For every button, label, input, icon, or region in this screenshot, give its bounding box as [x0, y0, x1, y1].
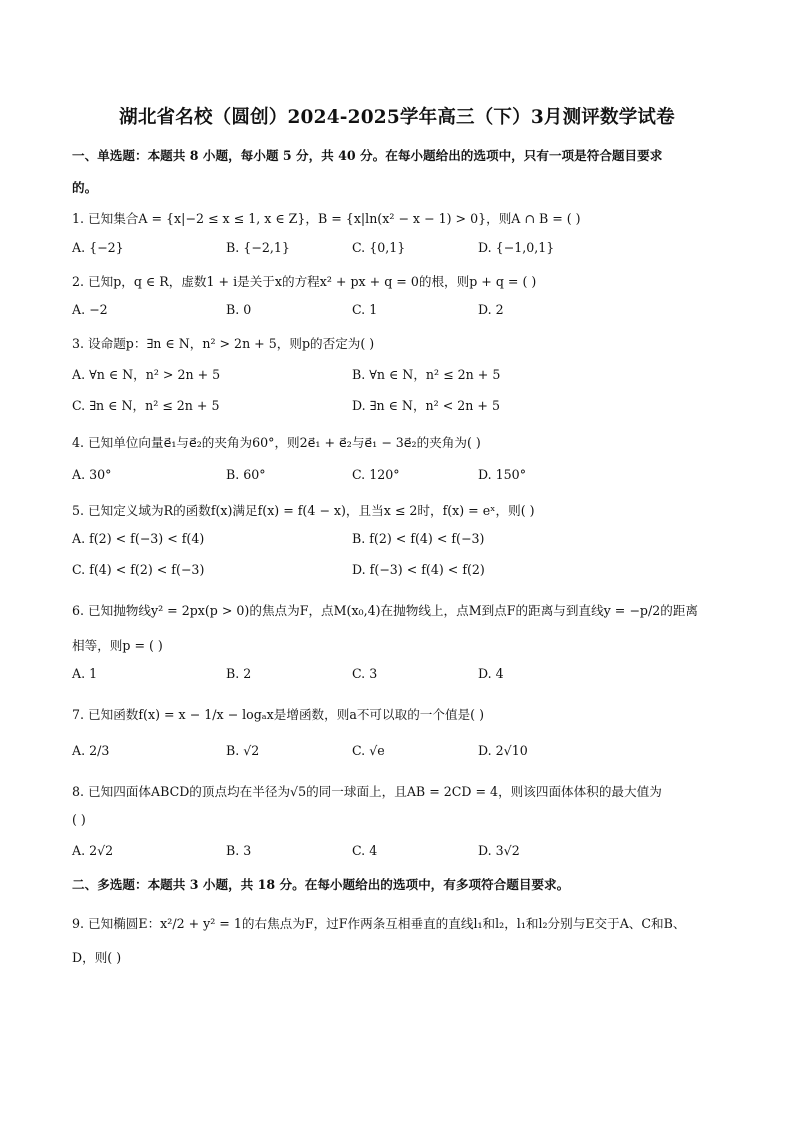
question-5-option-b: B. f(2) < f(4) < f(−3): [352, 531, 485, 546]
question-6-stem-cont: 相等，则p = ( ): [72, 638, 163, 653]
question-2-option-b: B. 0: [226, 302, 252, 317]
question-2-option-d: D. 2: [478, 302, 504, 317]
question-6-option-d: D. 4: [478, 666, 504, 681]
question-4-option-b: B. 60°: [226, 467, 266, 482]
question-3-option-a: A. ∀n ∈ N，n² > 2n + 5: [72, 367, 221, 382]
question-9-stem-cont: D，则( ): [72, 950, 122, 965]
question-1-option-a: A. {−2}: [72, 240, 124, 255]
question-8-option-a: A. 2√2: [72, 843, 114, 858]
question-8-option-d: D. 3√2: [478, 843, 520, 858]
question-7-option-b: B. √2: [226, 743, 260, 758]
question-5-stem: 5. 已知定义域为R的函数f(x)满足f(x) = f(4 − x)，且当x ≤ 2时，f(x) = eˣ，则( ): [72, 503, 535, 518]
question-6-option-a: A. 1: [72, 666, 98, 681]
question-3-option-c: C. ∃n ∈ N，n² ≤ 2n + 5: [72, 398, 220, 413]
question-8-stem-cont: ( ): [72, 812, 86, 827]
question-3-option-d: D. ∃n ∈ N，n² < 2n + 5: [352, 398, 500, 413]
question-6-stem: 6. 已知抛物线y² = 2px(p > 0)的焦点为F，点M(x₀,4)在抛物线上，点M到点F的距离与到直线y = −p/2的距离: [72, 603, 698, 618]
section2-heading: 二、多选题：本题共 3 小题，共 18 分。在每小题给出的选项中，有多项符合题目要求。: [72, 877, 570, 892]
page-title: 湖北省名校（圆创）2024-2025学年高三（下）3月测评数学试卷: [119, 107, 675, 128]
question-5-option-a: A. f(2) < f(−3) < f(4): [72, 531, 205, 546]
question-4-option-c: C. 120°: [352, 467, 400, 482]
question-2-option-a: A. −2: [72, 302, 108, 317]
question-8-option-c: C. 4: [352, 843, 378, 858]
question-2-stem: 2. 已知p，q ∈ R，虚数1 + i是关于x的方程x² + px + q = 0的根，则p + q = ( ): [72, 274, 537, 289]
section1-heading-cont: 的。: [72, 180, 98, 195]
question-1-stem: 1. 已知集合A = {x|−2 ≤ x ≤ 1, x ∈ Z}，B = {x|ln(x² − x − 1) > 0}，则A ∩ B = ( ): [72, 211, 581, 226]
question-7-option-a: A. 2/3: [72, 743, 110, 758]
question-7-stem: 7. 已知函数f(x) = x − 1/x − logₐx是增函数，则a不可以取的一个值是( ): [72, 707, 484, 722]
question-1-option-c: C. {0,1}: [352, 240, 406, 255]
question-1-option-b: B. {−2,1}: [226, 240, 290, 255]
question-4-option-a: A. 30°: [72, 467, 112, 482]
question-7-option-c: C. √e: [352, 743, 385, 758]
question-5-option-c: C. f(4) < f(2) < f(−3): [72, 562, 205, 577]
question-8-stem: 8. 已知四面体ABCD的顶点均在半径为√5的同一球面上，且AB = 2CD = 4，则该四面体体积的最大值为: [72, 784, 662, 799]
question-9-stem: 9. 已知椭圆E：x²/2 + y² = 1的右焦点为F，过F作两条互相垂直的直线l₁和l₂，l₁和l₂分别与E交于A、C和B、: [72, 916, 686, 931]
question-3-stem: 3. 设命题p：∃n ∈ N，n² > 2n + 5，则p的否定为( ): [72, 336, 375, 351]
question-2-option-c: C. 1: [352, 302, 378, 317]
section1-heading: 一、单选题：本题共 8 小题，每小题 5 分，共 40 分。在每小题给出的选项中，只有一项是符合题目要求: [72, 148, 663, 163]
question-7-option-d: D. 2√10: [478, 743, 528, 758]
question-3-option-b: B. ∀n ∈ N，n² ≤ 2n + 5: [352, 367, 501, 382]
question-6-option-c: C. 3: [352, 666, 378, 681]
question-6-option-b: B. 2: [226, 666, 252, 681]
question-5-option-d: D. f(−3) < f(4) < f(2): [352, 562, 485, 577]
question-4-stem: 4. 已知单位向量e⃗₁与e⃗₂的夹角为60°，则2e⃗₁ + e⃗₂与e⃗₁ − 3e⃗₂的夹角为( ): [72, 435, 481, 450]
question-8-option-b: B. 3: [226, 843, 252, 858]
question-1-option-d: D. {−1,0,1}: [478, 240, 555, 255]
question-4-option-d: D. 150°: [478, 467, 526, 482]
